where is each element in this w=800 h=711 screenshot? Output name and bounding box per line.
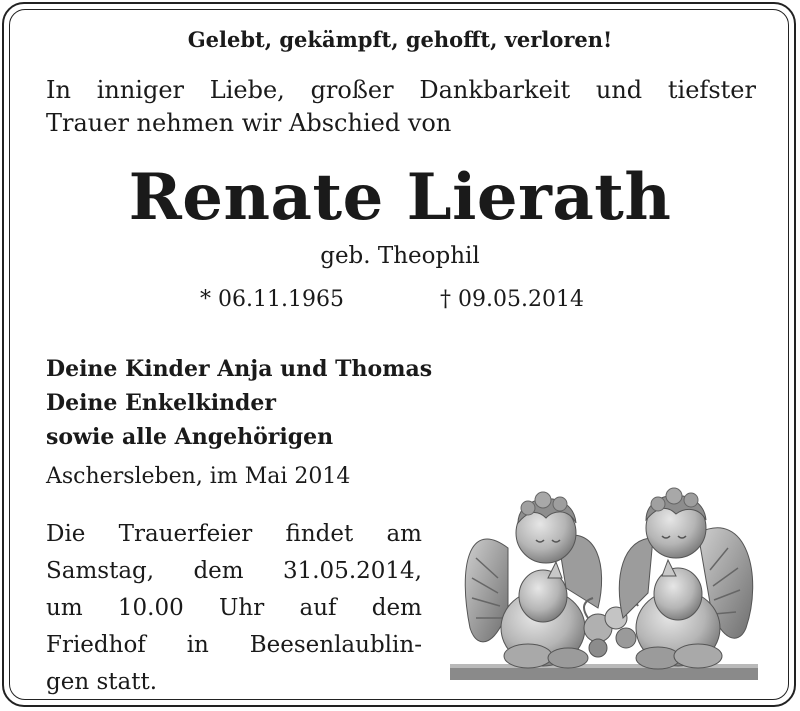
service-line: Friedhof in Beesenlaublin- xyxy=(46,632,422,658)
intro-text xyxy=(46,74,756,140)
motto: Gelebt, gekämpft, gehofft, verloren! xyxy=(187,27,613,52)
service-line: Samstag, dem 31.05.2014, xyxy=(46,558,422,584)
intro-line-2: Trauer nehmen wir Abschied von xyxy=(46,109,452,137)
two-praying-angels-icon xyxy=(448,478,760,682)
family-line: sowie alle Angehörigen xyxy=(46,424,334,450)
birth-date: * 06.11.1965 xyxy=(200,287,344,312)
family-line: Deine Kinder Anja und Thomas xyxy=(46,356,433,382)
deceased-name: Renate Lierath xyxy=(128,160,672,235)
service-line: Die Trauerfeier findet am xyxy=(46,521,422,547)
death-date: † 09.05.2014 xyxy=(440,287,584,312)
birth-name: geb. Theophil xyxy=(320,243,480,269)
family-line: Deine Enkelkinder xyxy=(46,390,277,416)
funeral-service-text xyxy=(46,516,422,701)
intro-line-1: In inniger Liebe, großer Dankbarkeit und tiefster xyxy=(46,76,756,104)
service-line: gen statt. xyxy=(46,669,158,695)
service-line: um 10.00 Uhr auf dem xyxy=(46,595,422,621)
place-date: Aschersleben, im Mai 2014 xyxy=(46,464,351,489)
family-signature xyxy=(46,352,432,454)
